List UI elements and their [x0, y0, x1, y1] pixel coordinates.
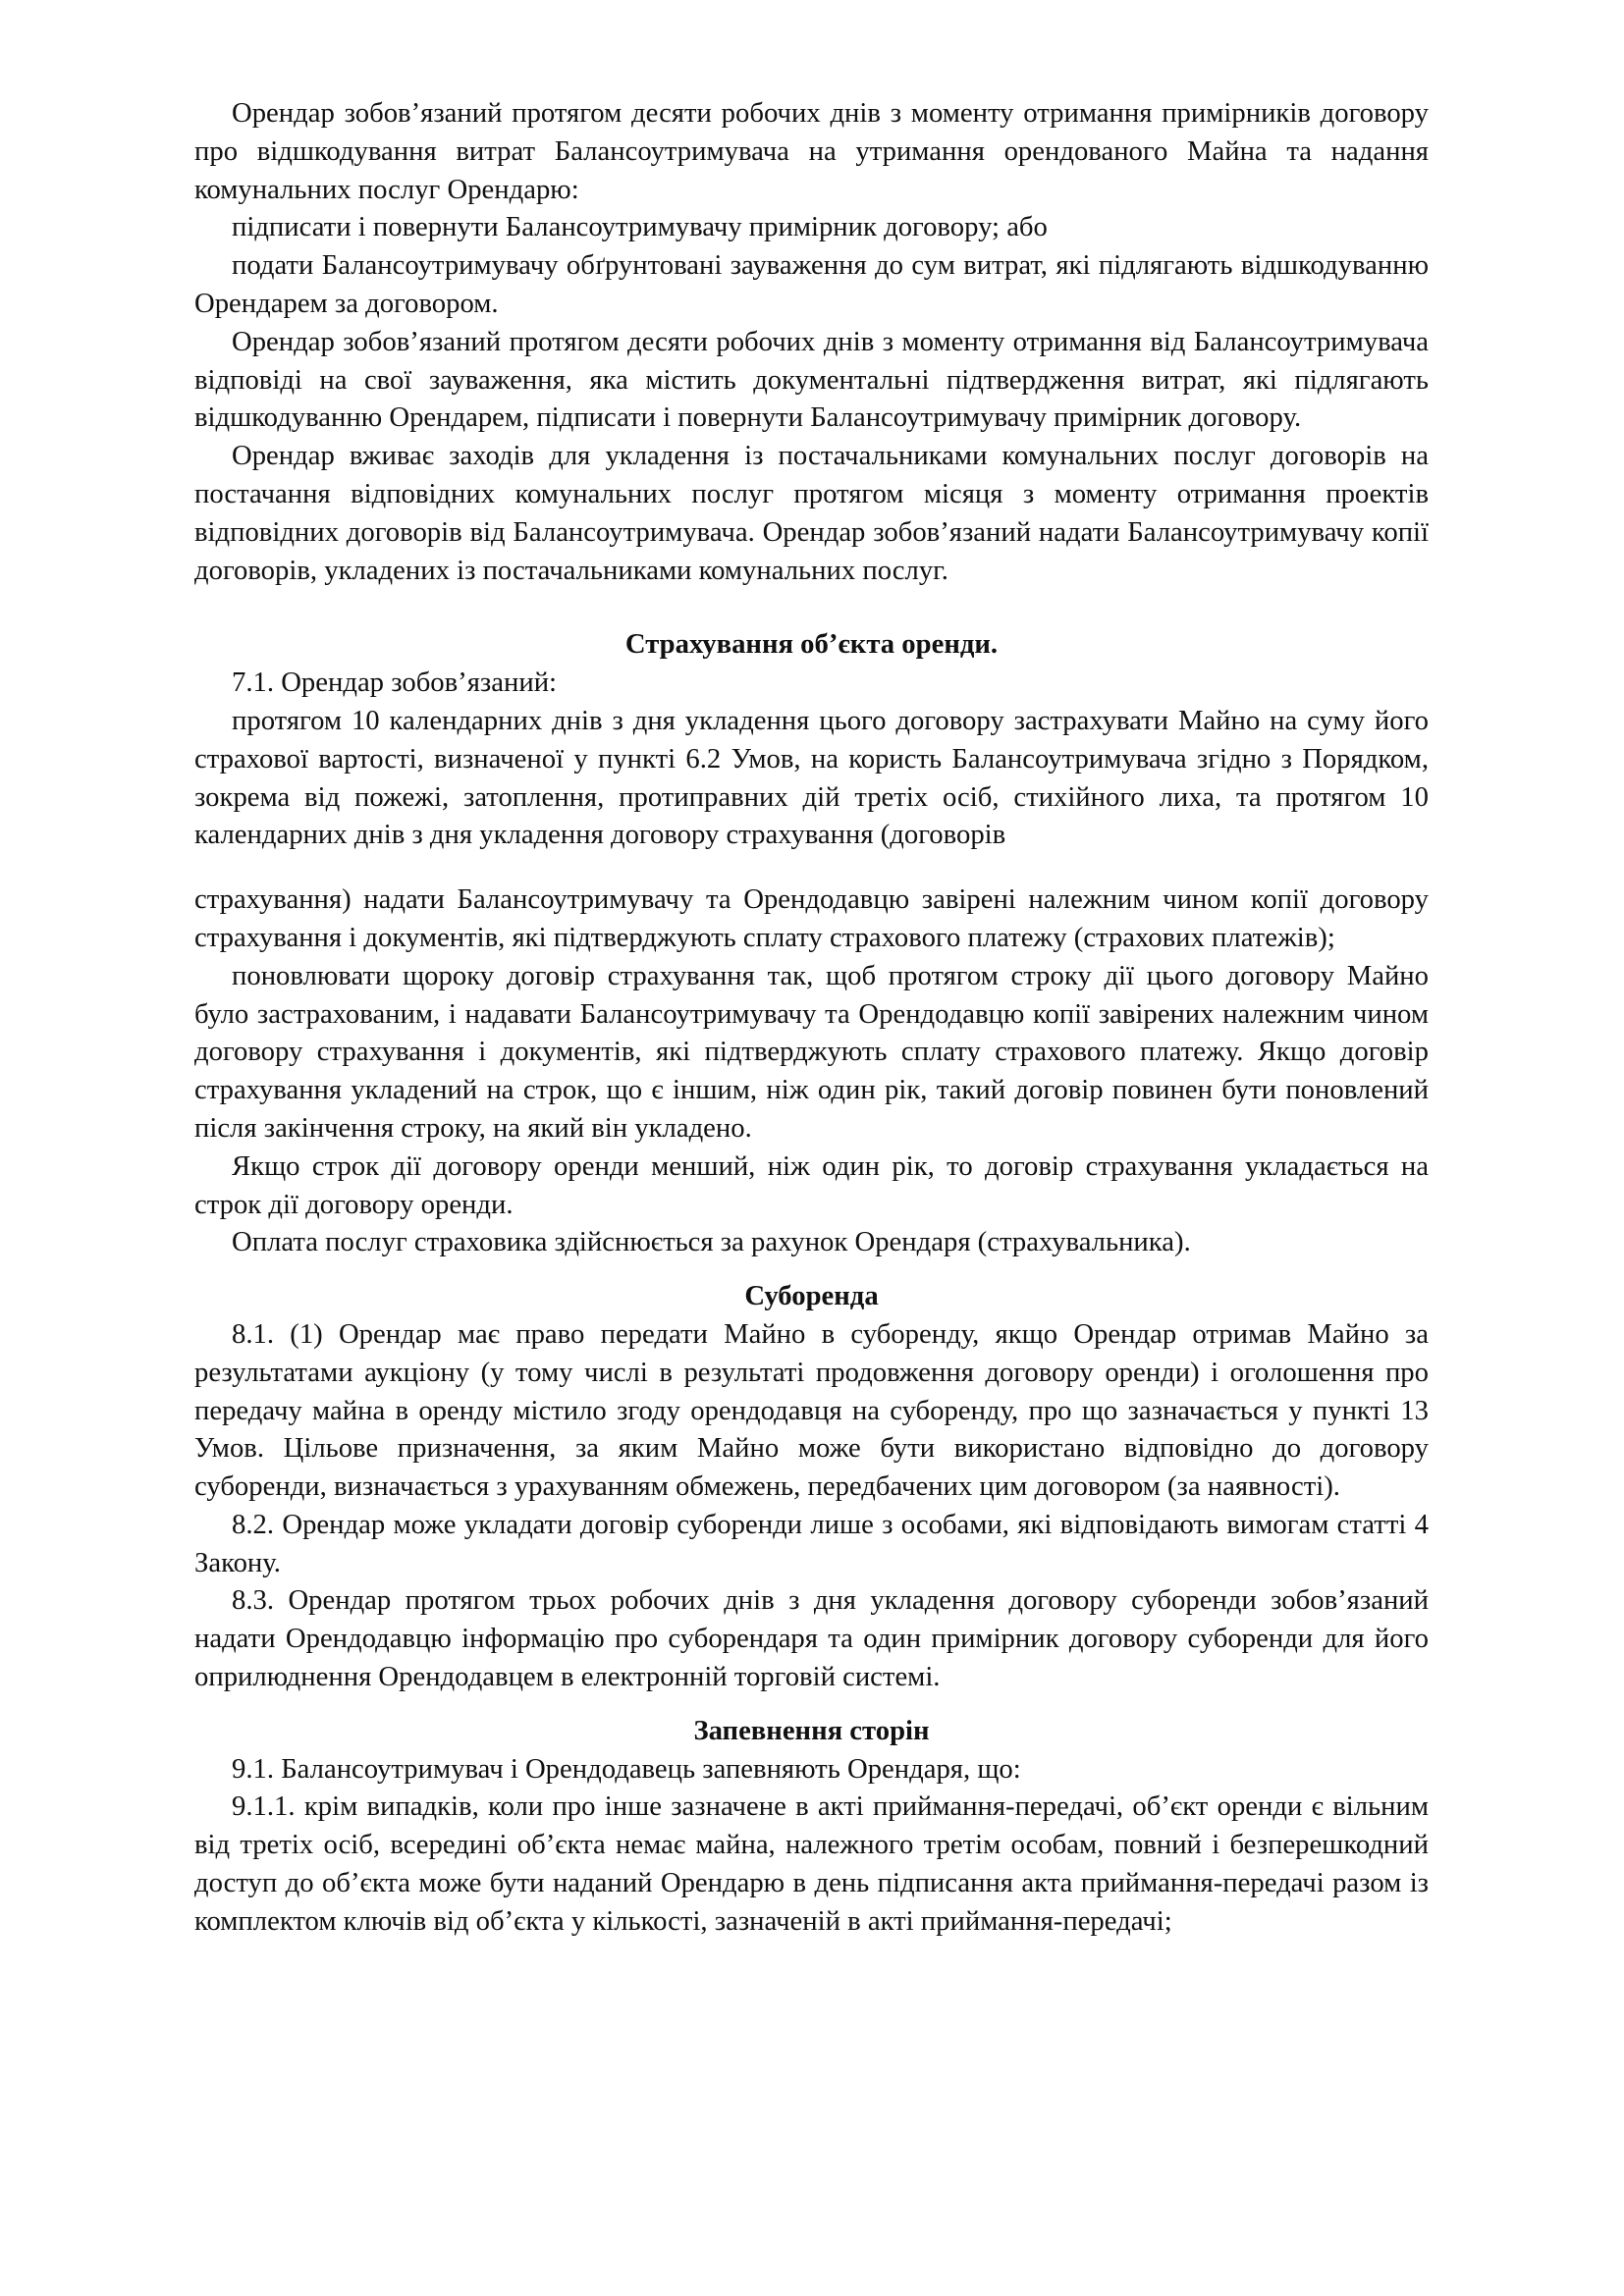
- paragraph-utility-contract: Орендар зобов’язаний протягом десяти робочих днів з моменту отримання примірників договору про відшкодування витрат Балансоутримувача на утримання орендованого Майна та надання комунальних послуг Орендарю:: [194, 97, 1429, 205]
- spacer: [194, 1696, 1429, 1712]
- paragraph-submit-remarks: подати Балансоутримувачу обґрунтовані зауваження до сум витрат, які підлягають відшкодуванню Орендарем за договором.: [194, 249, 1429, 319]
- paragraph-8-1: 8.1. (1) Орендар має право передати Майно в суборенду, якщо Орендар отримав Майно за результатами аукціону (у тому числі в результаті продовження договору оренди) і оголошення про передачу майна в оренду містило згоду орендодавця на суборенду, про що зазначається у пункті 13 Умов. Цільове призначення, за яким Майно може бути використано відповідно до договору суборенди, визначається з урахуванням обмежень, передбачених цим договором (за наявності).: [194, 1317, 1429, 1503]
- section-heading-sublease: Суборенда: [744, 1280, 879, 1312]
- paragraph-after-response: Орендар зобов’язаний протягом десяти робочих днів з моменту отримання від Балансоутримувача відповіді на свої зауваження, яка містить документальні підтвердження витрат, які підлягають відшкодуванню Орендарем, підписати і повернути Балансоутримувачу примірник договору.: [194, 325, 1429, 434]
- paragraph-9-1-1: 9.1.1. крім випадків, коли про інше зазначене в акті приймання-передачі, об’єкт оренди є вільним від третіх осіб, всередині об’єкта немає майна, належного третім особам, повний і безперешкодний доступ до об’єкта може бути наданий Орендарю в день підписання акта приймання-передачі разом із комплектом ключів від об’єкта у кількості, зазначеній в акті приймання-передачі;: [194, 1790, 1429, 1937]
- paragraph-insure-property-continued: страхування) надати Балансоутримувачу та Орендодавцю завірені належним чином копії договору страхування і документів, які підтверджують сплату страхового платежу (страхових платежів);: [194, 883, 1429, 953]
- paragraph-sign-return: підписати і повернути Балансоутримувачу примірник договору; або: [232, 211, 1048, 243]
- spacer: [194, 589, 1429, 625]
- paragraph-7-1: 7.1. Орендар зобов’язаний:: [232, 667, 558, 699]
- paragraph-insurer-payment: Оплата послуг страховика здійснюється за рахунок Орендаря (страхувальника).: [232, 1226, 1191, 1258]
- spacer: [194, 1261, 1429, 1277]
- document-page: [194, 94, 1429, 1941]
- paragraph-renew-insurance: поновлювати щороку договір страхування так, щоб протягом строку дії цього договору Майно було застрахованим, і надавати Балансоутримувачу та Орендодавцю копії завірених належним чином договору страхування і документів, які підтверджують сплату страхового платежу. Якщо договір страхування укладений на строк, що є іншим, ніж один рік, такий договір повинен бути поновлений після закінчення строку, на який він укладено.: [194, 959, 1429, 1144]
- paragraph-utility-suppliers: Орендар вживає заходів для укладення із постачальниками комунальних послуг договорів на постачання відповідних комунальних послуг протягом місяця з моменту отримання проектів відповідних договорів від Балансоутримувача. Орендар зобов’язаний надати Балансоутримувачу копії договорів, укладених із постачальниками комунальних послуг.: [194, 440, 1429, 586]
- section-heading-warranties: Запевнення сторін: [693, 1714, 930, 1746]
- paragraph-9-1: 9.1. Балансоутримувач і Орендодавець запевняють Орендаря, що:: [232, 1752, 1021, 1785]
- paragraph-short-term: Якщо строк дії договору оренди менший, ніж один рік, то договір страхування укладається на строк дії договору оренди.: [194, 1149, 1429, 1220]
- paragraph-8-2: 8.2. Орендар може укладати договір суборенди лише з особами, які відповідають вимогам статті 4 Закону.: [194, 1508, 1429, 1578]
- paragraph-8-3: 8.3. Орендар протягом трьох робочих днів з дня укладення договору суборенди зобов’язаний надати Орендодавцю інформацію про суборендаря та один примірник договору суборенди для його оприлюднення Орендодавцем в електронній торговій системі.: [194, 1584, 1429, 1693]
- paragraph-insure-property: протягом 10 календарних днів з дня укладення цього договору застрахувати Майно на суму його страхової вартості, визначеної у пункті 6.2 Умов, на користь Балансоутримувача згідно з Порядком, зокрема від пожежі, затоплення, протиправних дій третіх осіб, стихійного лиха, та протягом 10 календарних днів з дня укладення договору страхування (договорів: [194, 704, 1429, 851]
- page-break-gap: [194, 854, 1429, 881]
- section-heading-insurance: Страхування об’єкта оренди.: [624, 628, 999, 661]
